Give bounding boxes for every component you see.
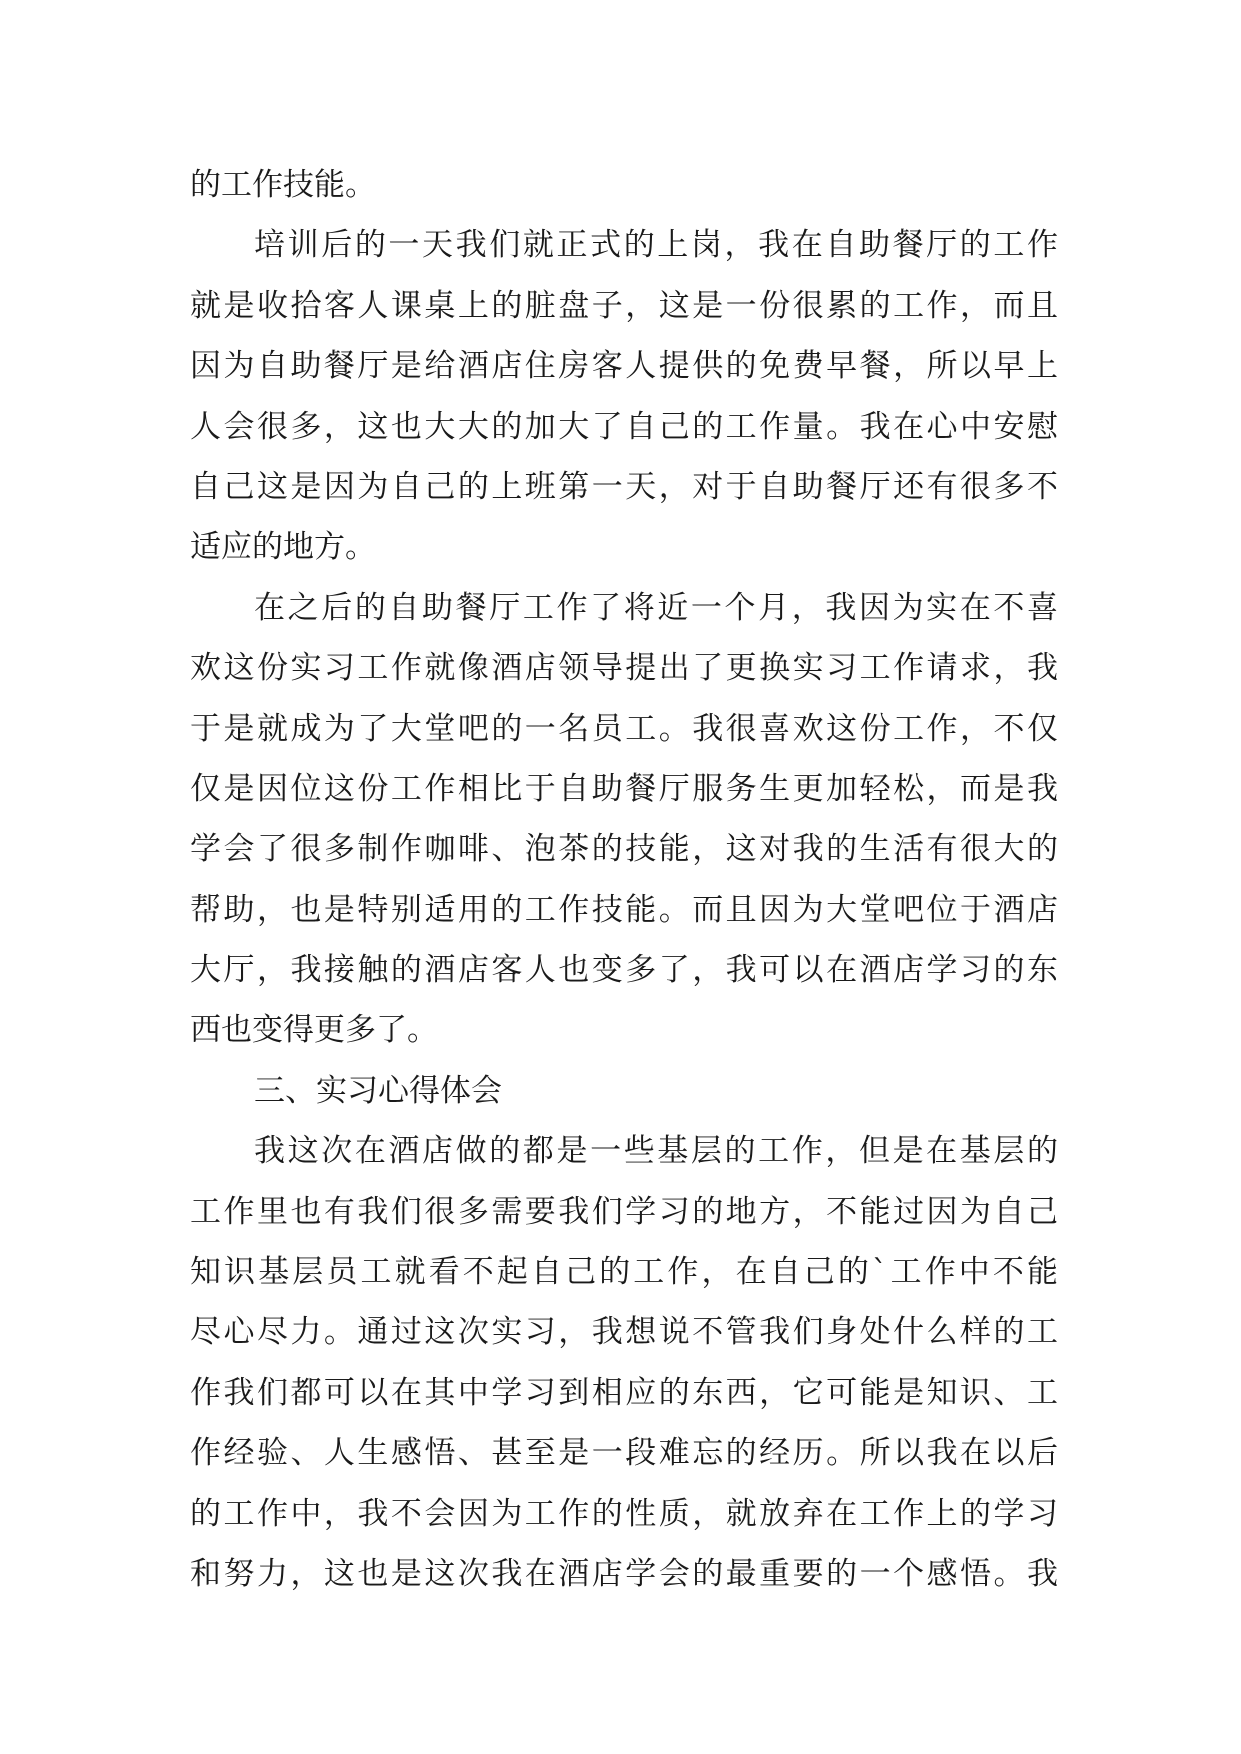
text-line: 培训后的一天我们就正式的上岗，我在自助餐厅的工作 (254, 227, 1058, 264)
text-line: 于是就成为了大堂吧的一名员工。我很喜欢这份工作，不仅 (190, 710, 1058, 747)
text-line: 和努力，这也是这次我在酒店学会的最重要的一个感悟。我 (190, 1555, 1058, 1592)
text-line: 西也变得更多了。 (190, 1012, 438, 1049)
text-line: 作经验、人生感悟、甚至是一段难忘的经历。所以我在以后 (190, 1435, 1058, 1472)
text-line: 因为自助餐厅是给酒店住房客人提供的免费早餐，所以早上 (190, 348, 1058, 385)
text-line: 三、实习心得体会 (254, 1072, 502, 1109)
document-body (190, 155, 1058, 1604)
text-line: 仅是因位这份工作相比于自助餐厅服务生更加轻松，而是我 (190, 770, 1058, 807)
text-line: 欢这份实习工作就像酒店领导提出了更换实习工作请求，我 (190, 650, 1058, 687)
text-line: 在之后的自助餐厅工作了将近一个月，我因为实在不喜 (254, 589, 1058, 626)
text-line: 大厅，我接触的酒店客人也变多了，我可以在酒店学习的东 (190, 952, 1058, 989)
text-line: 的工作中，我不会因为工作的性质，就放弃在工作上的学习 (190, 1495, 1058, 1532)
text-line: 的工作技能。 (190, 167, 376, 203)
text-line: 自己这是因为自己的上班第一天，对于自助餐厅还有很多不 (190, 468, 1058, 505)
text-line: 就是收拾客人课桌上的脏盘子，这是一份很累的工作，而且 (190, 287, 1058, 324)
text-line: 我这次在酒店做的都是一些基层的工作，但是在基层的 (254, 1133, 1058, 1170)
text-line: 帮助，也是特别适用的工作技能。而且因为大堂吧位于酒店 (190, 891, 1058, 928)
text-line: 作我们都可以在其中学习到相应的东西，它可能是知识、工 (190, 1374, 1058, 1411)
text-line: 学会了很多制作咖啡、泡茶的技能，这对我的生活有很大的 (190, 831, 1058, 868)
text-line: 知识基层员工就看不起自己的工作，在自己的`工作中不能 (190, 1254, 1058, 1291)
text-line: 工作里也有我们很多需要我们学习的地方，不能过因为自己 (190, 1193, 1058, 1230)
text-line: 适应的地方。 (190, 529, 376, 566)
text-line: 人会很多，这也大大的加大了自己的工作量。我在心中安慰 (190, 408, 1058, 445)
text-line: 尽心尽力。通过这次实习，我想说不管我们身处什么样的工 (190, 1314, 1058, 1351)
